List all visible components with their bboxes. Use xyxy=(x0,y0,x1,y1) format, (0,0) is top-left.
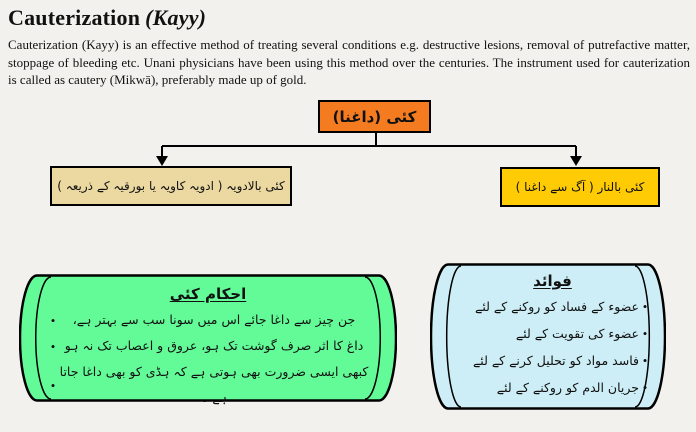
list-item xyxy=(454,374,651,401)
benefits-panel-title: فوائد xyxy=(533,272,572,290)
list-item xyxy=(454,347,651,374)
benefit-text: عضوء کے فساد کو روکنے کے لئے xyxy=(475,299,639,314)
list-item xyxy=(47,359,369,411)
flow-branch-fire-label: کئی بالنار ( آگ سے داغنا ) xyxy=(515,180,645,194)
connector-path xyxy=(162,131,576,157)
benefits-panel-content xyxy=(454,269,651,401)
benefits-panel xyxy=(430,263,666,410)
page-title xyxy=(8,5,206,31)
bullet-icon: • xyxy=(50,338,56,354)
rule-text: جن چیز سے داغا جائے اس میں سونا سب سے بہتر ہے، xyxy=(72,312,356,327)
page-title-italic: (Kayy) xyxy=(145,5,207,30)
benefit-text: جریان الدم کو روکنے کے لئے xyxy=(496,380,639,395)
flow-branch-medicinal-node xyxy=(50,166,292,206)
list-item xyxy=(47,307,369,333)
page-title-text: Cauterization xyxy=(8,5,141,30)
bullet-icon: • xyxy=(642,380,648,395)
bullet-icon: • xyxy=(642,326,648,341)
bullet-icon: • xyxy=(50,312,56,328)
rules-panel xyxy=(19,274,397,405)
flow-branch-medicinal-label: کئی بالادویہ ( ادویہ کاویہ یا بورقیہ کے ذریعہ ) xyxy=(57,179,285,193)
intro-paragraph: Cauterization (Kayy) is an effective method of treating several conditions e.g. destructive lesions, removal of putrefactive matter, stoppage of bleeding etc. Unani physicians have been using this method over the centuries. The instrument used for cauterization is called as cautery (Mikwā), preferably made up of gold. xyxy=(8,37,690,87)
rule-text: کبھی ایسی ضرورت بھی ہوتی ہے کہ ہڈی کو بھی داغا جاتا ہے ۔ xyxy=(59,364,369,405)
list-item xyxy=(454,320,651,347)
benefit-text: عضوء کی تقویت کے لئے xyxy=(515,326,639,341)
arrowhead-left-icon xyxy=(156,156,168,166)
benefit-text: فاسد مواد کو تحلیل کرنے کے لئے xyxy=(472,353,639,368)
rules-panel-title: احکام کئی xyxy=(169,285,247,303)
bullet-icon: • xyxy=(642,299,648,314)
flow-branch-fire-node xyxy=(500,167,660,207)
arrowhead-right-icon xyxy=(570,156,582,166)
rules-panel-content xyxy=(47,282,369,411)
flow-root-node xyxy=(318,100,431,133)
list-item xyxy=(454,293,651,320)
flow-root-label: کئی (داغنا) xyxy=(332,107,417,126)
rule-text: داغ کا اثر صرف گوشت تک ہو، عروق و اعصاب تک نہ ہو xyxy=(64,338,364,353)
bullet-icon: • xyxy=(642,353,648,368)
list-item xyxy=(47,333,369,359)
bullet-icon: • xyxy=(50,377,56,393)
